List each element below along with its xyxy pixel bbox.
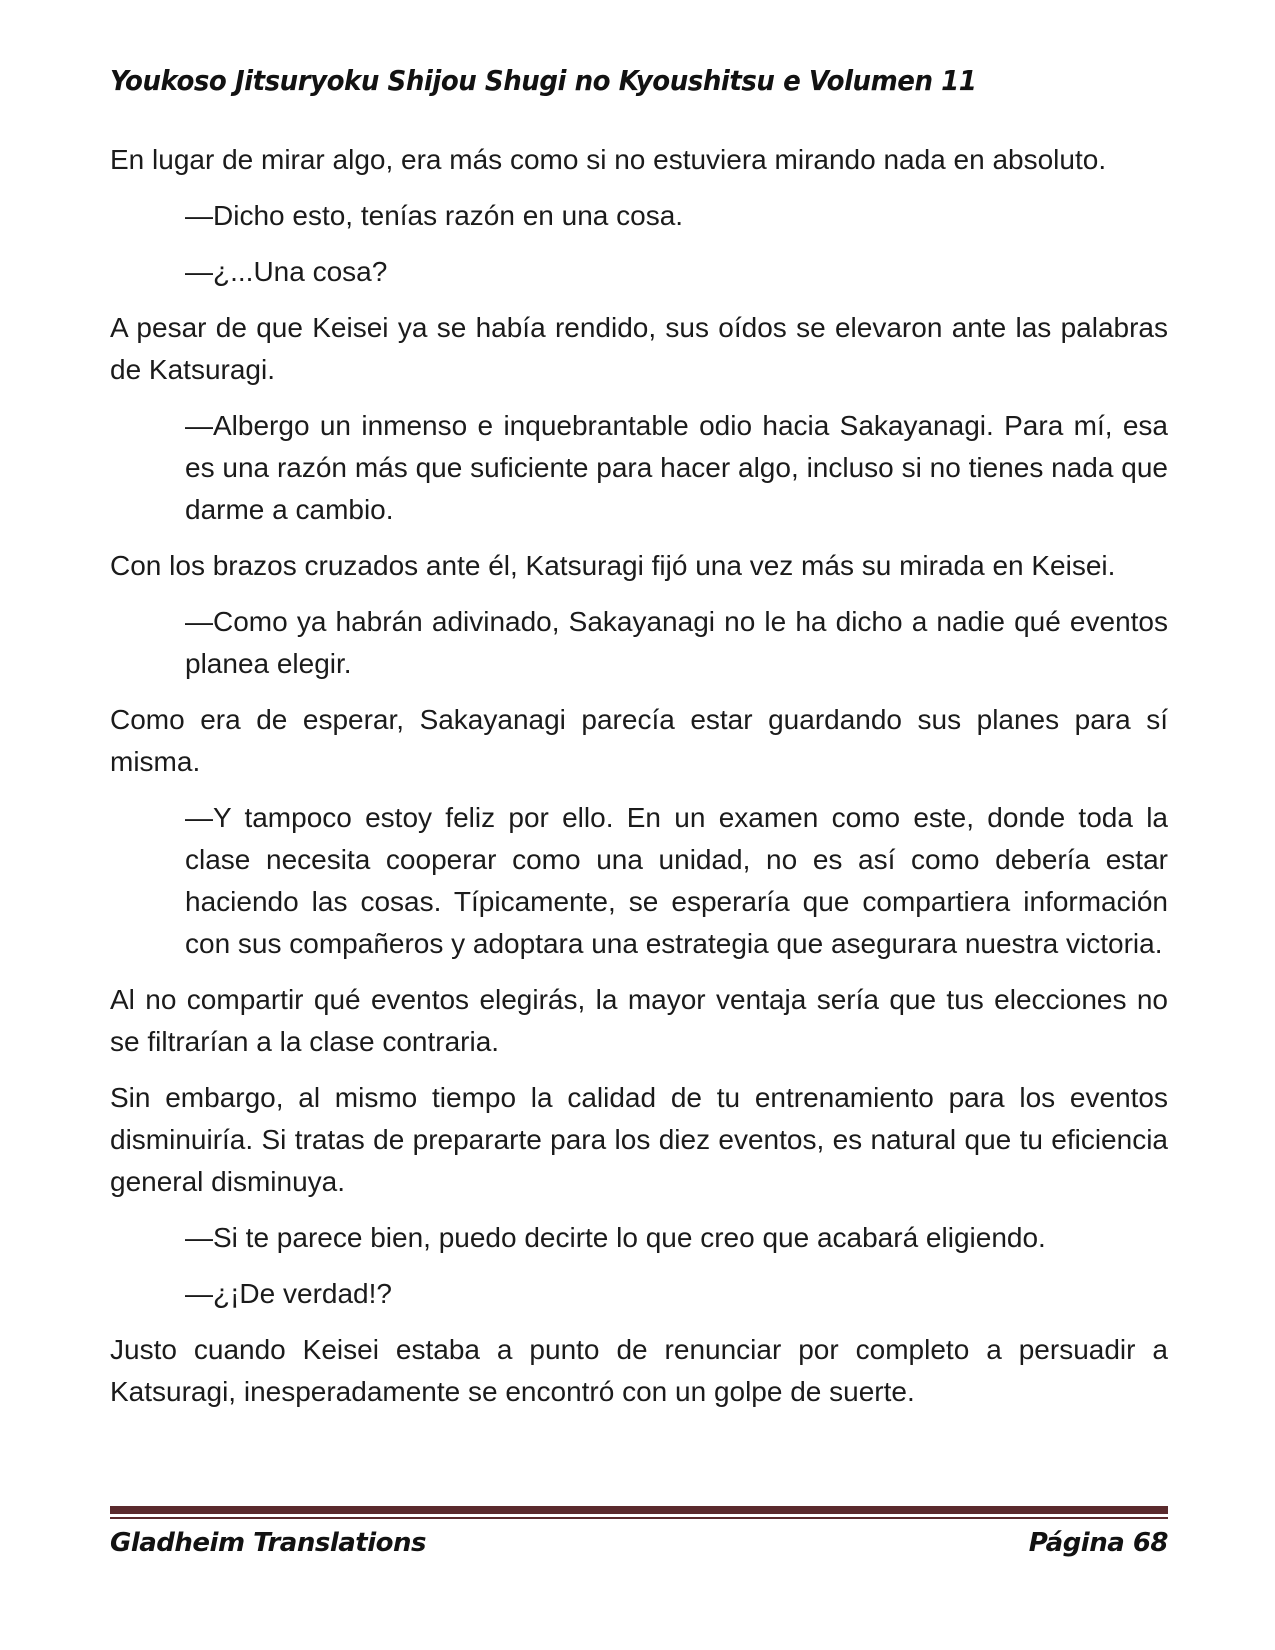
header-title: Youkoso Jitsuryoku Shijou Shugi no Kyoushitsu e Volumen 11 [110,64,977,97]
page-header [110,64,1168,97]
footer-divider [110,1506,1168,1519]
divider-thick-line [110,1506,1168,1514]
footer-translator-name: Gladheim Translations [110,1528,426,1558]
dialogue-paragraph: —Y tampoco estoy feliz por ello. En un examen como este, donde toda la clase necesita cooperar como una unidad, no es así como debería estar haciendo las cosas. Típicamente, se esperaría que compartiera información con sus compañeros y adoptara una estrategia que asegurara nuestra victoria. [185,802,1168,959]
dialogue-paragraph: —¿¡De verdad!? [185,1278,392,1309]
paragraph: Con los brazos cruzados ante él, Katsuragi fijó una vez más su mirada en Keisei. [110,550,1116,581]
dialogue-paragraph: —Como ya habrán adivinado, Sakayanagi no le ha dicho a nadie qué eventos planea elegir. [185,606,1168,679]
paragraph: Justo cuando Keisei estaba a punto de renunciar por completo a persuadir a Katsuragi, inesperadamente se encontró con un golpe de suerte. [110,1334,1168,1407]
paragraph: A pesar de que Keisei ya se había rendido, sus oídos se elevaron ante las palabras de Katsuragi. [110,312,1168,385]
dialogue-paragraph: —Dicho esto, tenías razón en una cosa. [185,200,684,231]
paragraph: En lugar de mirar algo, era más como si no estuviera mirando nada en absoluto. [110,144,1107,175]
dialogue-paragraph: —Si te parece bien, puedo decirte lo que creo que acabará eligiendo. [185,1222,1046,1253]
dialogue-paragraph: —Albergo un inmenso e inquebrantable odio hacia Sakayanagi. Para mí, esa es una razón más que suficiente para hacer algo, incluso si no tienes nada que darme a cambio. [185,410,1168,525]
footer-row [110,1528,1168,1558]
paragraph: Como era de esperar, Sakayanagi parecía estar guardando sus planes para sí misma. [110,704,1168,777]
dialogue-paragraph: —¿...Una cosa? [185,256,388,287]
paragraph: Sin embargo, al mismo tiempo la calidad de tu entrenamiento para los eventos disminuiría. Si tratas de prepararte para los diez eventos, es natural que tu eficiencia general disminuya. [110,1082,1168,1197]
page-content [110,139,1168,1427]
paragraph: Al no compartir qué eventos elegirás, la mayor ventaja sería que tus elecciones no se filtrarían a la clase contraria. [110,984,1168,1057]
footer-page-number: Página 68 [1028,1528,1168,1558]
page-footer [110,1506,1168,1558]
divider-thin-line [110,1517,1168,1519]
